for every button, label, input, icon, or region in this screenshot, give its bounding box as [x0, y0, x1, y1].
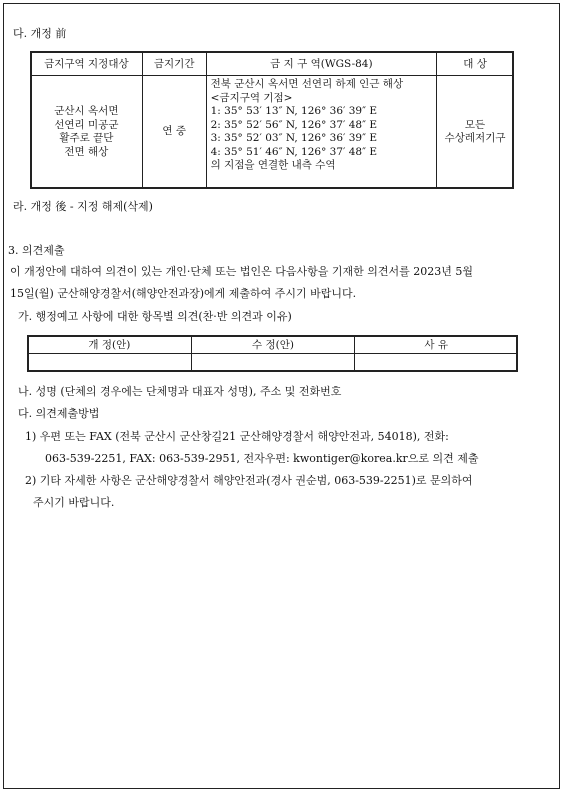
subject-line: 수상레저기구 [444, 132, 506, 144]
opinion-header-current: 개 정(안) [28, 336, 192, 354]
opinion-cell [191, 354, 355, 372]
zone-header-period: 금지기간 [142, 52, 206, 76]
area-line: 4: 35° 51′ 46″ N, 126° 37′ 48″ E [210, 145, 378, 158]
method-2-line-1: 2) 기타 자세한 사항은 군산해양경찰서 해양안전과(경사 권순범, 063-539-2251)로 문의하여 [25, 474, 473, 487]
paragraph-line-1: 이 개정안에 대하여 의견이 있는 개인·단체 또는 법인은 다음사항을 기재한 의견서를 2023년 5월 [10, 265, 473, 278]
area-line: 2: 35° 52′ 56″ N, 126° 37′ 48″ E [210, 118, 378, 131]
heading-before: 다. 개정 前 [13, 27, 67, 40]
zone-header-area: 금 지 구 역(WGS-84) [206, 52, 437, 76]
zone-target-cell [31, 76, 143, 189]
area-line: 3: 35° 52′ 03″ N, 126° 36′ 39″ E [210, 132, 378, 144]
heading-after: 라. 개정 後 - 지정 해제(삭제) [13, 200, 153, 213]
zone-table-header-row [31, 52, 514, 76]
subject-line: 모든 [464, 118, 486, 131]
item-na: 나. 성명 (단체의 경우에는 단체명과 대표자 성명), 주소 및 전화번호 [18, 385, 342, 398]
opinion-cell [355, 354, 518, 372]
opinion-table [27, 335, 518, 372]
target-line: 전면 해상 [64, 145, 109, 158]
target-line: 활주로 끝단 [59, 132, 114, 144]
method-1-line-2: 063-539-2251, FAX: 063-539-2951, 전자우편: kwontiger@korea.kr으로 의견 제출 [45, 452, 479, 465]
target-line: 군산시 옥서면 [54, 105, 119, 117]
opinion-empty-row [28, 354, 518, 372]
area-line: 1: 35° 53′ 13″ N, 126° 36′ 39″ E [210, 105, 378, 117]
opinion-header-row [28, 336, 518, 354]
zone-subject-cell [437, 76, 514, 189]
zone-header-subject: 대 상 [437, 52, 514, 76]
area-line: 의 지점을 연결한 내측 수역 [210, 159, 336, 171]
item-da: 다. 의견제출방법 [18, 407, 100, 420]
section3-title: 3. 의견제출 [8, 244, 65, 257]
area-line: 전북 군산시 옥서면 선연리 하제 인근 해상 [210, 78, 404, 90]
zone-period-cell: 연 중 [142, 76, 206, 189]
area-line: <금지구역 기점> [210, 91, 293, 104]
restricted-zone-table [30, 51, 514, 189]
zone-area-cell [206, 76, 437, 189]
zone-header-target: 금지구역 지정대상 [31, 52, 143, 76]
opinion-cell [28, 354, 192, 372]
item-ga: 가. 행정예고 사항에 대한 항목별 의견(찬·반 의견과 이유) [18, 310, 292, 323]
opinion-header-reason: 사 유 [355, 336, 518, 354]
paragraph-line-2: 15일(월) 군산해양경찰서(해양안전과장)에게 제출하여 주시기 바랍니다. [10, 287, 357, 300]
target-line: 선연리 미공군 [54, 118, 119, 131]
method-2-line-2: 주시기 바랍니다. [33, 496, 115, 509]
zone-table-row [31, 76, 514, 189]
method-1-line-1: 1) 우편 또는 FAX (전북 군산시 군산창길21 군산해양경찰서 해양안전과, 54018), 전화: [25, 430, 449, 443]
opinion-header-revised: 수 정(안) [191, 336, 355, 354]
